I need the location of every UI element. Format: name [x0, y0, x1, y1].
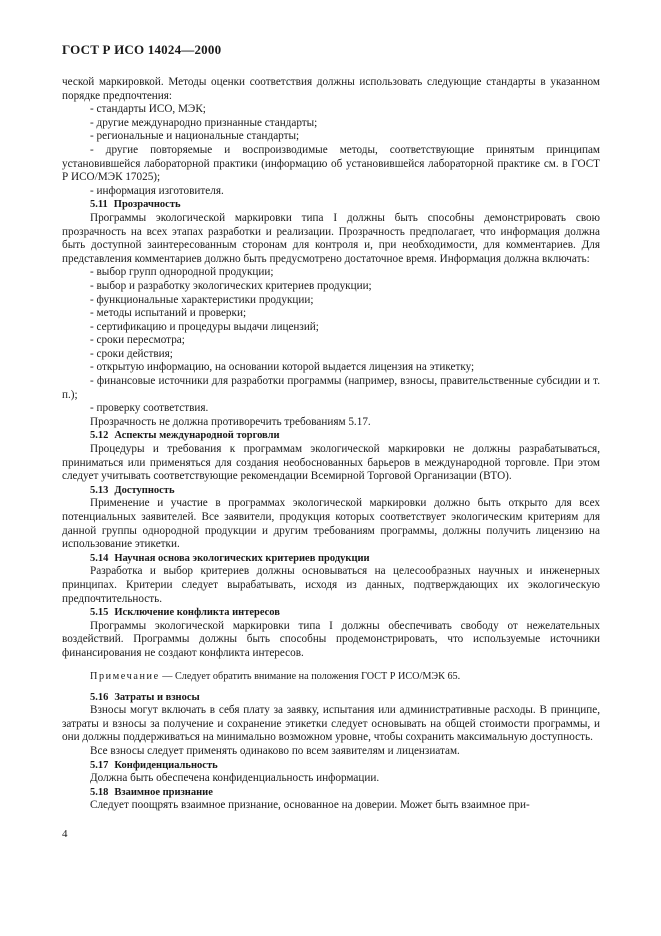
section-heading — [62, 198, 600, 212]
paragraph: Применение и участие в программах экологической маркировки должно быть открыто для всех потенциальных заявителей. Все заявители, продукция которых соответствует экологическим критериям для данной группы однородной продукции и другим требованиям программы, должны получить лицензию на использование этикетки. — [62, 497, 600, 551]
list-item: - выбор групп однородной продукции; — [90, 266, 274, 279]
section-title: Прозрачность — [113, 199, 181, 211]
section-heading — [62, 759, 600, 773]
note — [62, 670, 600, 683]
section-title: Научная основа экологических критериев продукции — [114, 552, 370, 564]
list-item: - другие повторяемые и воспроизводимые методы, соответствующие принятым принципам установившейся лабораторной практики (информацию об установившейся лабораторной практике см. в ГОСТ Р ИСО/МЭК 17025); — [62, 143, 600, 184]
list-item: - открытую информацию, на основании которой выдается лицензия на этикетку; — [90, 361, 475, 374]
section-heading — [62, 691, 600, 705]
section-number: 5.16 — [90, 691, 109, 703]
paragraph: Программы экологической маркировки типа I должны обеспечивать свободу от нежелательных воздействий. Программы должны быть способны продемонстрировать, что используемые источники финансирования не создают конфликта интересов. — [62, 619, 600, 659]
list-item: - выбор и разработку экологических критериев продукции; — [90, 279, 372, 292]
list-item: - региональные и национальные стандарты; — [90, 130, 300, 143]
list-item: - информация изготовителя. — [90, 184, 224, 197]
section-title: Исключение конфликта интересов — [114, 607, 280, 619]
section-heading — [62, 606, 600, 620]
note-label: Примечание — [90, 670, 160, 682]
section-title: Конфиденциальность — [114, 759, 218, 771]
section-title: Взаимное признание — [114, 786, 213, 798]
section-number: 5.12 — [90, 430, 109, 442]
section-heading — [62, 552, 600, 566]
list-item: - сроки пересмотра; — [90, 334, 185, 347]
section-title: Затраты и взносы — [114, 691, 200, 703]
paragraph: Прозрачность не должна противоречить требованиям 5.17. — [90, 415, 371, 428]
list-item: - финансовые источники для разработки программы (например, взносы, правительственные субсидии и т. п.); — [62, 375, 600, 401]
list-item: - другие международно признанные стандарты; — [90, 116, 318, 129]
paragraph: Процедуры и требования к программам экологической маркировки не должны разрабатываться, приниматься или применяться для создания необоснованных барьеров в международной торговле. При этом следует учитывать соответствующие рекомендации Всемирной Торговой Организации (ВТО). — [62, 443, 600, 483]
paragraph: Программы экологической маркировки типа I должны быть способны демонстрировать свою прозрачность на всех этапах разработки и реализации. Прозрачность предполагает, что информация должна быть доступной заинтересованным сторонам для контроля и, при необходимости, для комментариев. Для представления комментариев должно быть предусмотрено достаточное время. Информация должна включать: — [62, 211, 600, 265]
section-number: 5.13 — [90, 484, 109, 496]
section-heading — [62, 429, 600, 443]
section-title: Аспекты международной торговли — [114, 430, 280, 442]
document-header: ГОСТ Р ИСО 14024—2000 — [62, 42, 222, 57]
list-item: - функциональные характеристики продукции; — [90, 293, 314, 306]
paragraph: Разработка и выбор критериев должны основываться на целесообразных научных и инженерных принципах. Критерии следует вырабатывать, исходя из данных, подтверждающих их экологическую предпочтительность. — [62, 565, 600, 605]
list-item: - сертификацию и процедуры выдачи лицензий; — [90, 320, 319, 333]
section-heading — [62, 484, 600, 498]
page-body — [62, 76, 600, 813]
paragraph: Все взносы следует применять одинаково по всем заявителям и лицензиатам. — [90, 744, 460, 757]
paragraph: Взносы могут включать в себя плату за заявку, испытания или административные расходы. В принципе, затраты и взносы за получение и сохранение этикетки следует основывать на общей стоимости программы, и они должны поддерживаться на минимально возможном уровне, чтобы сохранить максимальную доступность. — [62, 704, 600, 744]
paragraph: Следует поощрять взаимное признание, основанное на доверии. Может быть взаимное при- — [90, 799, 530, 812]
section-number: 5.18 — [90, 786, 109, 798]
list-item: - проверку соответствия. — [90, 402, 209, 415]
list-item: - стандарты ИСО, МЭК; — [90, 103, 206, 116]
section-number: 5.14 — [90, 552, 109, 564]
paragraph: ческой маркировкой. Методы оценки соответствия должны использовать следующие стандарты в указанном порядке предпочтения: — [62, 76, 600, 102]
section-number: 5.15 — [90, 607, 109, 619]
section-number: 5.11 — [90, 199, 108, 211]
section-title: Доступность — [114, 484, 175, 496]
paragraph: Должна быть обеспечена конфиденциальность информации. — [90, 772, 380, 785]
list-item: - сроки действия; — [90, 347, 173, 360]
page-number: 4 — [62, 828, 68, 840]
note-text: — Следует обратить внимание на положения ГОСТ Р ИСО/МЭК 65. — [159, 670, 461, 682]
section-number: 5.17 — [90, 759, 109, 771]
list-item: - методы испытаний и проверки; — [90, 307, 247, 320]
section-heading — [62, 786, 600, 800]
